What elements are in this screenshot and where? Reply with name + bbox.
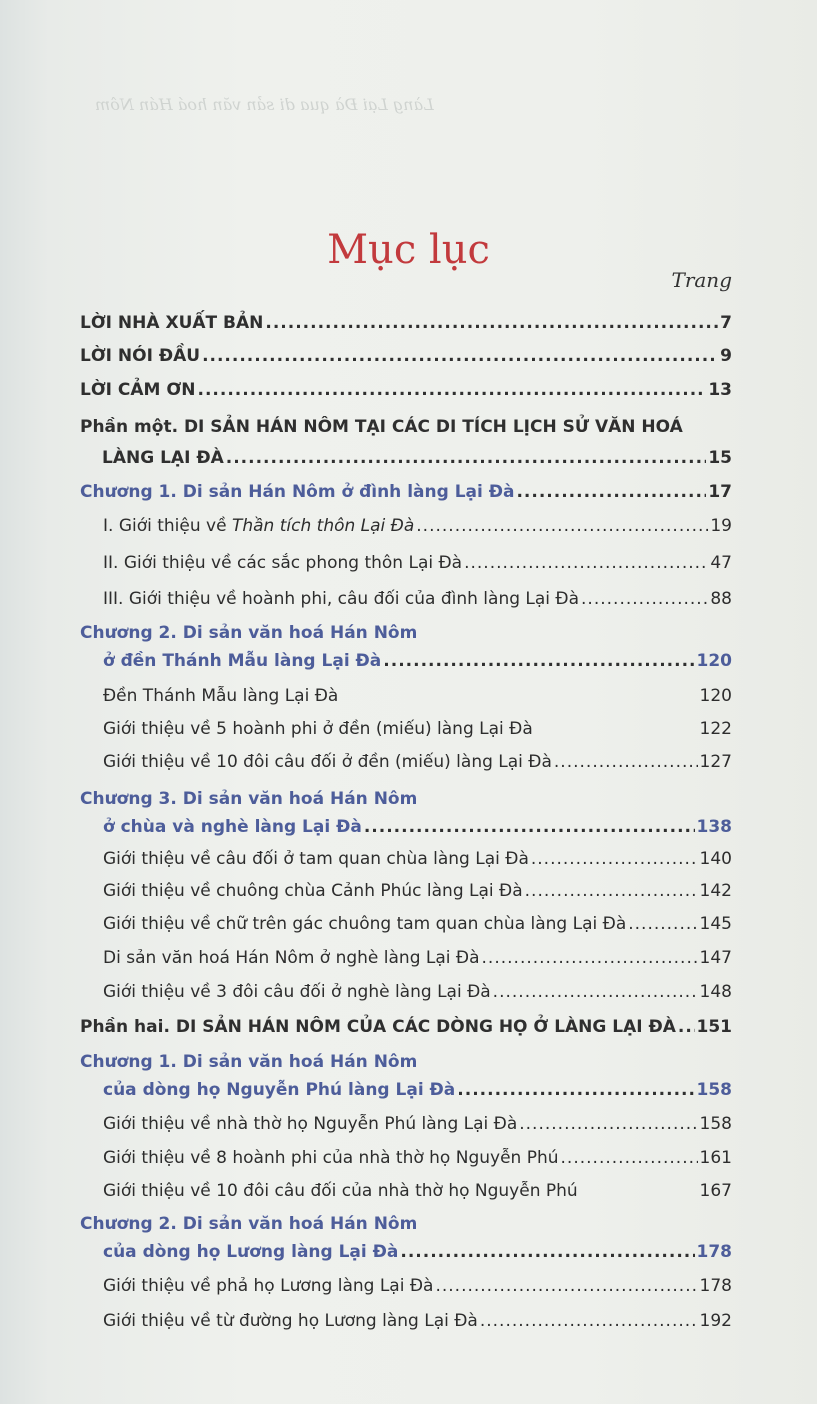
- toc-entry-label: Giới thiệu về 10 đôi câu đối ở đền (miếu) làng Lại Đà: [103, 752, 552, 772]
- toc-entry-label: Giới thiệu về chuông chùa Cảnh Phúc làng Lại Đà: [103, 881, 523, 901]
- toc-page-number: 138: [696, 817, 732, 837]
- toc-entry-section[interactable]: [103, 1181, 732, 1201]
- dot-leader: [265, 313, 718, 333]
- toc-entry-section[interactable]: [103, 516, 732, 536]
- dot-leader: [516, 482, 706, 502]
- toc-entry-chapter-2-1[interactable]: [103, 1080, 732, 1100]
- dot-leader: [464, 553, 708, 573]
- toc-page-number: 178: [699, 1276, 732, 1296]
- toc-entry-publisher-note[interactable]: [80, 313, 732, 333]
- dot-leader: [480, 1311, 698, 1331]
- toc-entry-chapter-2-2[interactable]: [103, 1242, 732, 1262]
- toc-entry-label: Giới thiệu về 10 đôi câu đối của nhà thờ họ Nguyễn Phú: [103, 1181, 578, 1201]
- dot-leader: [197, 380, 706, 400]
- dot-leader: [202, 346, 718, 366]
- toc-entry-label: Di sản văn hoá Hán Nôm ở nghè làng Lại Đà: [103, 948, 480, 968]
- toc-page-number: 167: [699, 1181, 732, 1201]
- toc-part-one-heading: Phần một. DI SẢN HÁN NÔM TẠI CÁC DI TÍCH LỊCH SỬ VĂN HOÁ: [80, 417, 683, 437]
- toc-entry-label: của dòng họ Nguyễn Phú làng Lại Đà: [103, 1080, 456, 1100]
- toc-entry-label: Giới thiệu về từ đường họ Lương làng Lại Đà: [103, 1311, 478, 1331]
- dot-leader: [493, 982, 698, 1002]
- toc-entry-label: Giới thiệu về 8 hoành phi của nhà thờ họ Nguyễn Phú: [103, 1148, 559, 1168]
- toc-page-number: 9: [720, 346, 732, 366]
- toc-entry-section[interactable]: [103, 1311, 732, 1331]
- toc-entry-label: Giới thiệu về phả họ Lương làng Lại Đà: [103, 1276, 434, 1296]
- toc-page-number: 151: [696, 1017, 732, 1037]
- toc-entry-section[interactable]: [103, 1114, 732, 1134]
- toc-entry-label: Phần hai. DI SẢN HÁN NÔM CỦA CÁC DÒNG HỌ Ở LÀNG LẠI ĐÀ: [80, 1017, 676, 1037]
- toc-entry-chapter-1-3[interactable]: [103, 817, 732, 837]
- toc-entry-section[interactable]: [103, 914, 732, 934]
- toc-page-number: 192: [699, 1311, 732, 1331]
- toc-entry-label: LÀNG LẠI ĐÀ: [102, 448, 224, 468]
- dot-leader: [561, 1148, 698, 1168]
- label-prefix: I. Giới thiệu về: [103, 516, 232, 536]
- toc-page-number: 145: [699, 914, 732, 934]
- toc-page-number: 142: [699, 881, 732, 901]
- toc-entry-label: Giới thiệu về 3 đôi câu đối ở nghè làng Lại Đà: [103, 982, 491, 1002]
- toc-page-number: 122: [699, 719, 732, 739]
- dot-leader: [482, 948, 698, 968]
- toc-entry-section[interactable]: [103, 881, 732, 901]
- toc-entry-section[interactable]: [103, 849, 732, 869]
- toc-page-number: 140: [699, 849, 732, 869]
- toc-entry-section[interactable]: [103, 589, 732, 609]
- dot-leader: [531, 849, 698, 869]
- dot-leader: [554, 752, 698, 772]
- toc-page-number: 178: [696, 1242, 732, 1262]
- dot-leader: [383, 651, 694, 671]
- toc-entry-acknowledgements[interactable]: [80, 380, 732, 400]
- toc-entry-section[interactable]: [103, 1148, 732, 1168]
- dot-leader: [525, 881, 698, 901]
- toc-chapter-heading: Chương 3. Di sản văn hoá Hán Nôm: [80, 789, 418, 809]
- toc-chapter-heading: Chương 2. Di sản văn hoá Hán Nôm: [80, 1214, 418, 1234]
- toc-entry-label: LỜI NÓI ĐẦU: [80, 346, 201, 366]
- toc-page-number: 158: [699, 1114, 732, 1134]
- toc-page-number: 13: [708, 380, 732, 400]
- toc-entry-part-two[interactable]: [80, 1017, 732, 1037]
- toc-entry-label: II. Giới thiệu về các sắc phong thôn Lại Đà: [103, 553, 463, 573]
- page-column-label: Trang: [671, 268, 732, 292]
- toc-page-number: 158: [696, 1080, 732, 1100]
- toc-entry-section[interactable]: [103, 948, 732, 968]
- toc-page-number: 17: [708, 482, 732, 502]
- toc-entry-label: LỜI NHÀ XUẤT BẢN: [80, 313, 264, 333]
- dot-leader: [416, 516, 708, 536]
- dot-leader: [226, 448, 707, 468]
- toc-page-number: 47: [710, 553, 732, 573]
- toc-page-number: 127: [699, 752, 732, 772]
- toc-entry-label: Giới thiệu về câu đối ở tam quan chùa làng Lại Đà: [103, 849, 529, 869]
- toc-entry-section[interactable]: [103, 553, 732, 573]
- toc-entry-section[interactable]: [103, 719, 732, 739]
- toc-chapter-heading: Chương 1. Di sản văn hoá Hán Nôm: [80, 1052, 418, 1072]
- toc-chapter-heading: Chương 2. Di sản văn hoá Hán Nôm: [80, 623, 418, 643]
- dot-leader: [581, 589, 708, 609]
- toc-page-number: 120: [696, 651, 732, 671]
- toc-page-number: 15: [708, 448, 732, 468]
- toc-page-number: 147: [699, 948, 732, 968]
- toc-entry-label: [103, 516, 414, 536]
- dot-leader: [364, 817, 695, 837]
- toc-page-number: 7: [720, 313, 732, 333]
- dot-leader: [400, 1242, 694, 1262]
- toc-entry-chapter-1-2[interactable]: [103, 651, 732, 671]
- toc-entry-label: Giới thiệu về 5 hoành phi ở đền (miếu) làng Lại Đà: [103, 719, 533, 739]
- toc-entry-label: LỜI CẢM ƠN: [80, 380, 196, 400]
- label-italic-title: Thần tích thôn Lại Đà: [231, 516, 415, 536]
- toc-entry-label: Giới thiệu về chữ trên gác chuông tam quan chùa làng Lại Đà: [103, 914, 627, 934]
- toc-entry-section[interactable]: [103, 752, 732, 772]
- toc-entry-label: ở chùa và nghè làng Lại Đà: [103, 817, 362, 837]
- dot-leader: [519, 1114, 697, 1134]
- toc-entry-label: Đền Thánh Mẫu làng Lại Đà: [103, 686, 339, 706]
- dot-leader: [678, 1017, 695, 1037]
- toc-entry-part-one[interactable]: [102, 448, 732, 468]
- dot-leader: [435, 1276, 697, 1296]
- toc-entry-label: Chương 1. Di sản Hán Nôm ở đình làng Lại Đà: [80, 482, 515, 502]
- bleed-through-header: Làng Lại Đà qua di sản văn hoá Hán Nôm: [95, 95, 434, 114]
- toc-page-number: 161: [699, 1148, 732, 1168]
- toc-entry-chapter-1-1[interactable]: [80, 482, 732, 502]
- toc-entry-section[interactable]: [103, 982, 732, 1002]
- toc-page-number: 19: [710, 516, 732, 536]
- toc-entry-preface[interactable]: [80, 346, 732, 366]
- toc-entry-label: của dòng họ Lương làng Lại Đà: [103, 1242, 399, 1262]
- toc-page-number: 88: [710, 589, 732, 609]
- toc-entry-section[interactable]: [103, 1276, 732, 1296]
- toc-entry-label: ở đền Thánh Mẫu làng Lại Đà: [103, 651, 382, 671]
- page-title: Mục lục: [327, 226, 490, 273]
- toc-entry-section[interactable]: [103, 686, 732, 706]
- dot-leader: [628, 914, 697, 934]
- toc-page-number: 148: [699, 982, 732, 1002]
- toc-page-number: 120: [699, 686, 732, 706]
- toc-entry-label: III. Giới thiệu về hoành phi, câu đối của đình làng Lại Đà: [103, 589, 580, 609]
- toc-entry-label: Giới thiệu về nhà thờ họ Nguyễn Phú làng Lại Đà: [103, 1114, 518, 1134]
- dot-leader: [457, 1080, 694, 1100]
